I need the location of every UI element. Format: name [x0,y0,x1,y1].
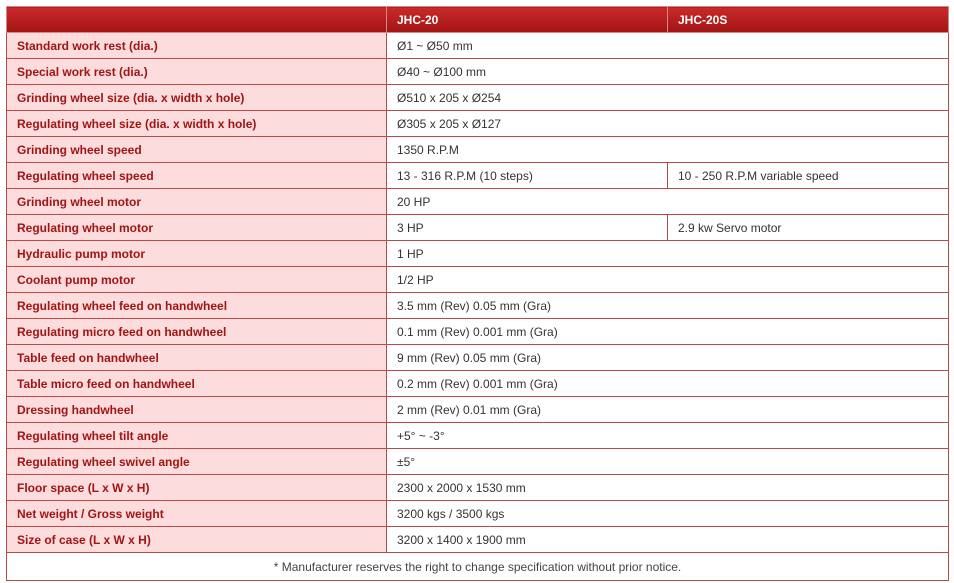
spec-value-jhc-20s: 10 - 250 R.P.M variable speed [668,163,949,189]
spec-label: Special work rest (dia.) [7,59,387,85]
spec-label: Standard work rest (dia.) [7,33,387,59]
table-row [7,527,949,553]
spec-value: 1 HP [387,241,949,267]
spec-label: Regulating micro feed on handwheel [7,319,387,345]
spec-value: Ø40 ~ Ø100 mm [387,59,949,85]
spec-value: 2300 x 2000 x 1530 mm [387,475,949,501]
table-row [7,59,949,85]
table-row [7,267,949,293]
spec-label: Grinding wheel speed [7,137,387,163]
spec-value: Ø1 ~ Ø50 mm [387,33,949,59]
table-row [7,371,949,397]
spec-table-body [7,33,949,553]
table-row [7,449,949,475]
spec-value: 20 HP [387,189,949,215]
spec-value: 3200 x 1400 x 1900 mm [387,527,949,553]
spec-value-jhc-20s: 2.9 kw Servo motor [668,215,949,241]
spec-label: Grinding wheel motor [7,189,387,215]
header-row [7,7,949,33]
spec-value: 3.5 mm (Rev) 0.05 mm (Gra) [387,293,949,319]
footnote-row [7,553,949,581]
spec-label: Coolant pump motor [7,267,387,293]
spec-value: 2 mm (Rev) 0.01 mm (Gra) [387,397,949,423]
spec-value: +5° ~ -3° [387,423,949,449]
table-row [7,33,949,59]
spec-table-container [6,6,948,581]
spec-label: Size of case (L x W x H) [7,527,387,553]
spec-value: 9 mm (Rev) 0.05 mm (Gra) [387,345,949,371]
table-row [7,501,949,527]
spec-value: 3200 kgs / 3500 kgs [387,501,949,527]
table-row [7,111,949,137]
spec-label: Dressing handwheel [7,397,387,423]
spec-label: Regulating wheel motor [7,215,387,241]
spec-value: Ø305 x 205 x Ø127 [387,111,949,137]
spec-value: ±5° [387,449,949,475]
footnote: * Manufacturer reserves the right to change specification without prior notice. [7,553,949,581]
table-row [7,85,949,111]
table-row [7,423,949,449]
spec-label: Grinding wheel size (dia. x width x hole) [7,85,387,111]
spec-label: Table micro feed on handwheel [7,371,387,397]
header-jhc-20: JHC-20 [387,7,668,33]
spec-value: Ø510 x 205 x Ø254 [387,85,949,111]
table-row [7,397,949,423]
spec-label: Regulating wheel feed on handwheel [7,293,387,319]
spec-label: Regulating wheel speed [7,163,387,189]
spec-label: Regulating wheel swivel angle [7,449,387,475]
table-row [7,293,949,319]
spec-value: 0.1 mm (Rev) 0.001 mm (Gra) [387,319,949,345]
header-blank-cell [7,7,387,33]
table-row [7,163,949,189]
table-row [7,241,949,267]
table-row [7,319,949,345]
table-row [7,345,949,371]
spec-value: 1350 R.P.M [387,137,949,163]
table-row [7,215,949,241]
spec-label: Regulating wheel tilt angle [7,423,387,449]
spec-label: Regulating wheel size (dia. x width x hole) [7,111,387,137]
header-jhc-20s: JHC-20S [668,7,949,33]
spec-label: Hydraulic pump motor [7,241,387,267]
table-row [7,189,949,215]
spec-table [6,6,949,581]
spec-label: Net weight / Gross weight [7,501,387,527]
table-row [7,475,949,501]
spec-value: 1/2 HP [387,267,949,293]
spec-label: Table feed on handwheel [7,345,387,371]
spec-value: 13 - 316 R.P.M (10 steps) [387,163,668,189]
table-row [7,137,949,163]
spec-label: Floor space (L x W x H) [7,475,387,501]
spec-value: 0.2 mm (Rev) 0.001 mm (Gra) [387,371,949,397]
spec-value: 3 HP [387,215,668,241]
